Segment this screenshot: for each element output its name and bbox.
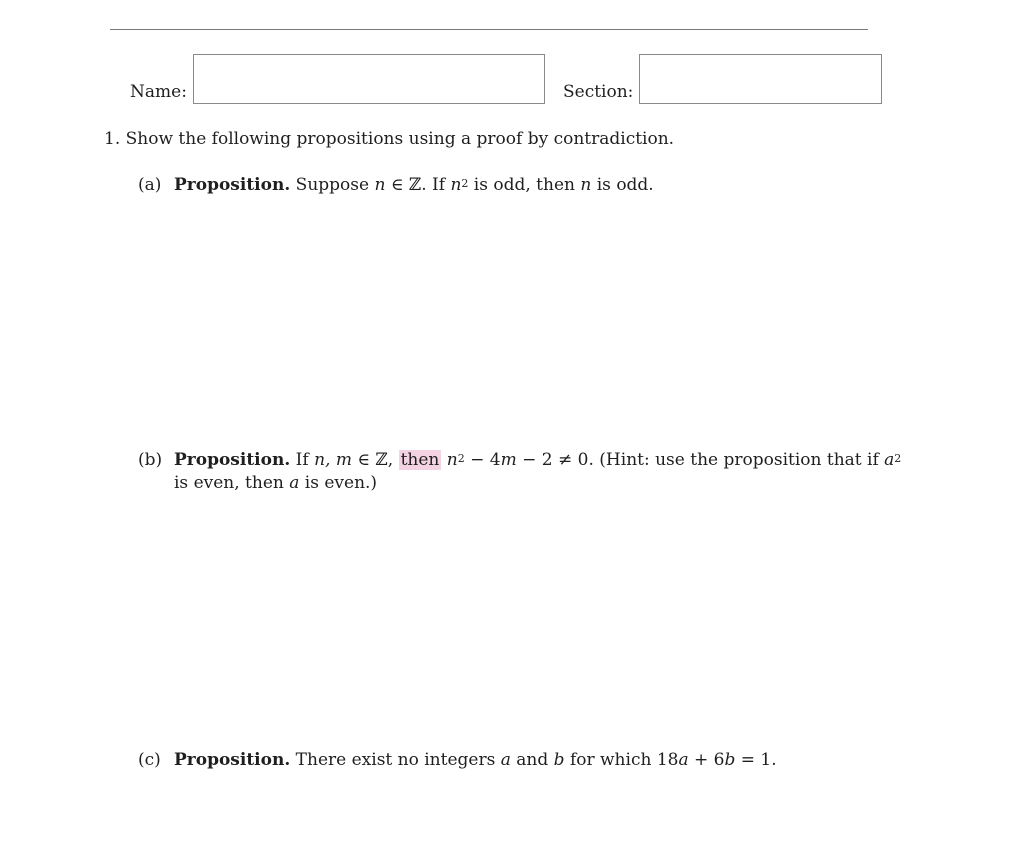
part-b — [138, 449, 958, 499]
part-c-m3: a — [678, 750, 689, 770]
part-c-m1: a — [500, 750, 511, 770]
part-b-line2 — [174, 472, 377, 494]
part-a-t2: ∈ ℤ. If — [385, 175, 451, 195]
part-b-line1 — [174, 449, 901, 471]
part-b-line2-t1: is even, then — [174, 473, 290, 493]
name-label: Name: — [130, 82, 187, 102]
part-b-heading: Proposition. — [174, 450, 291, 470]
part-c-tag: (c) — [138, 750, 161, 770]
part-a-t4: is odd. — [591, 175, 654, 195]
highlighted-word: then — [400, 450, 440, 470]
part-b-t1: If — [295, 450, 309, 470]
part-b-line2-t2: is even.) — [299, 473, 378, 493]
top-rule — [110, 29, 868, 30]
part-c-t4: + 6 — [688, 750, 725, 770]
problem-number: 1. — [104, 129, 121, 149]
part-b-m1: n, m — [314, 450, 352, 470]
part-b-m3: m — [500, 450, 517, 470]
problem-1 — [104, 128, 674, 150]
part-a-m2: n — [450, 175, 462, 195]
part-a-tag: (a) — [138, 175, 162, 195]
part-c-text — [174, 749, 777, 771]
part-c-t1: There exist no integers — [295, 750, 496, 770]
part-a-exp1: 2 — [461, 177, 469, 190]
part-b-t3: − 4 — [464, 450, 501, 470]
part-b-t4: − 2 ≠ 0. (Hint: use the proposition that if — [516, 450, 885, 470]
part-c-heading: Proposition. — [174, 750, 291, 770]
part-b-t2: ∈ ℤ, — [351, 450, 399, 470]
part-c-t2: and — [510, 750, 554, 770]
part-b-m4: a — [884, 450, 895, 470]
part-b-m2: n — [446, 450, 458, 470]
part-a-m1: n — [374, 175, 386, 195]
problem-prompt: Show the following propositions using a proof by contradiction. — [125, 129, 675, 149]
part-c-t5: = 1. — [735, 750, 777, 770]
part-a-heading: Proposition. — [174, 175, 291, 195]
name-field[interactable] — [193, 54, 545, 104]
part-b-exp1: 2 — [457, 452, 465, 465]
part-b-exp2: 2 — [894, 452, 902, 465]
part-c-m2: b — [553, 750, 565, 770]
part-a-text — [174, 174, 654, 196]
part-c-t3: for which 18 — [564, 750, 679, 770]
part-a-t1: Suppose — [295, 175, 370, 195]
part-c — [138, 749, 938, 773]
section-field[interactable] — [639, 54, 882, 104]
part-c-m4: b — [724, 750, 736, 770]
part-b-tag: (b) — [138, 450, 163, 470]
part-a-t3: is odd, then — [468, 175, 581, 195]
section-label: Section: — [563, 82, 634, 102]
part-a — [138, 174, 938, 198]
part-b-line2-m1: a — [289, 473, 300, 493]
part-a-m3: n — [580, 175, 592, 195]
